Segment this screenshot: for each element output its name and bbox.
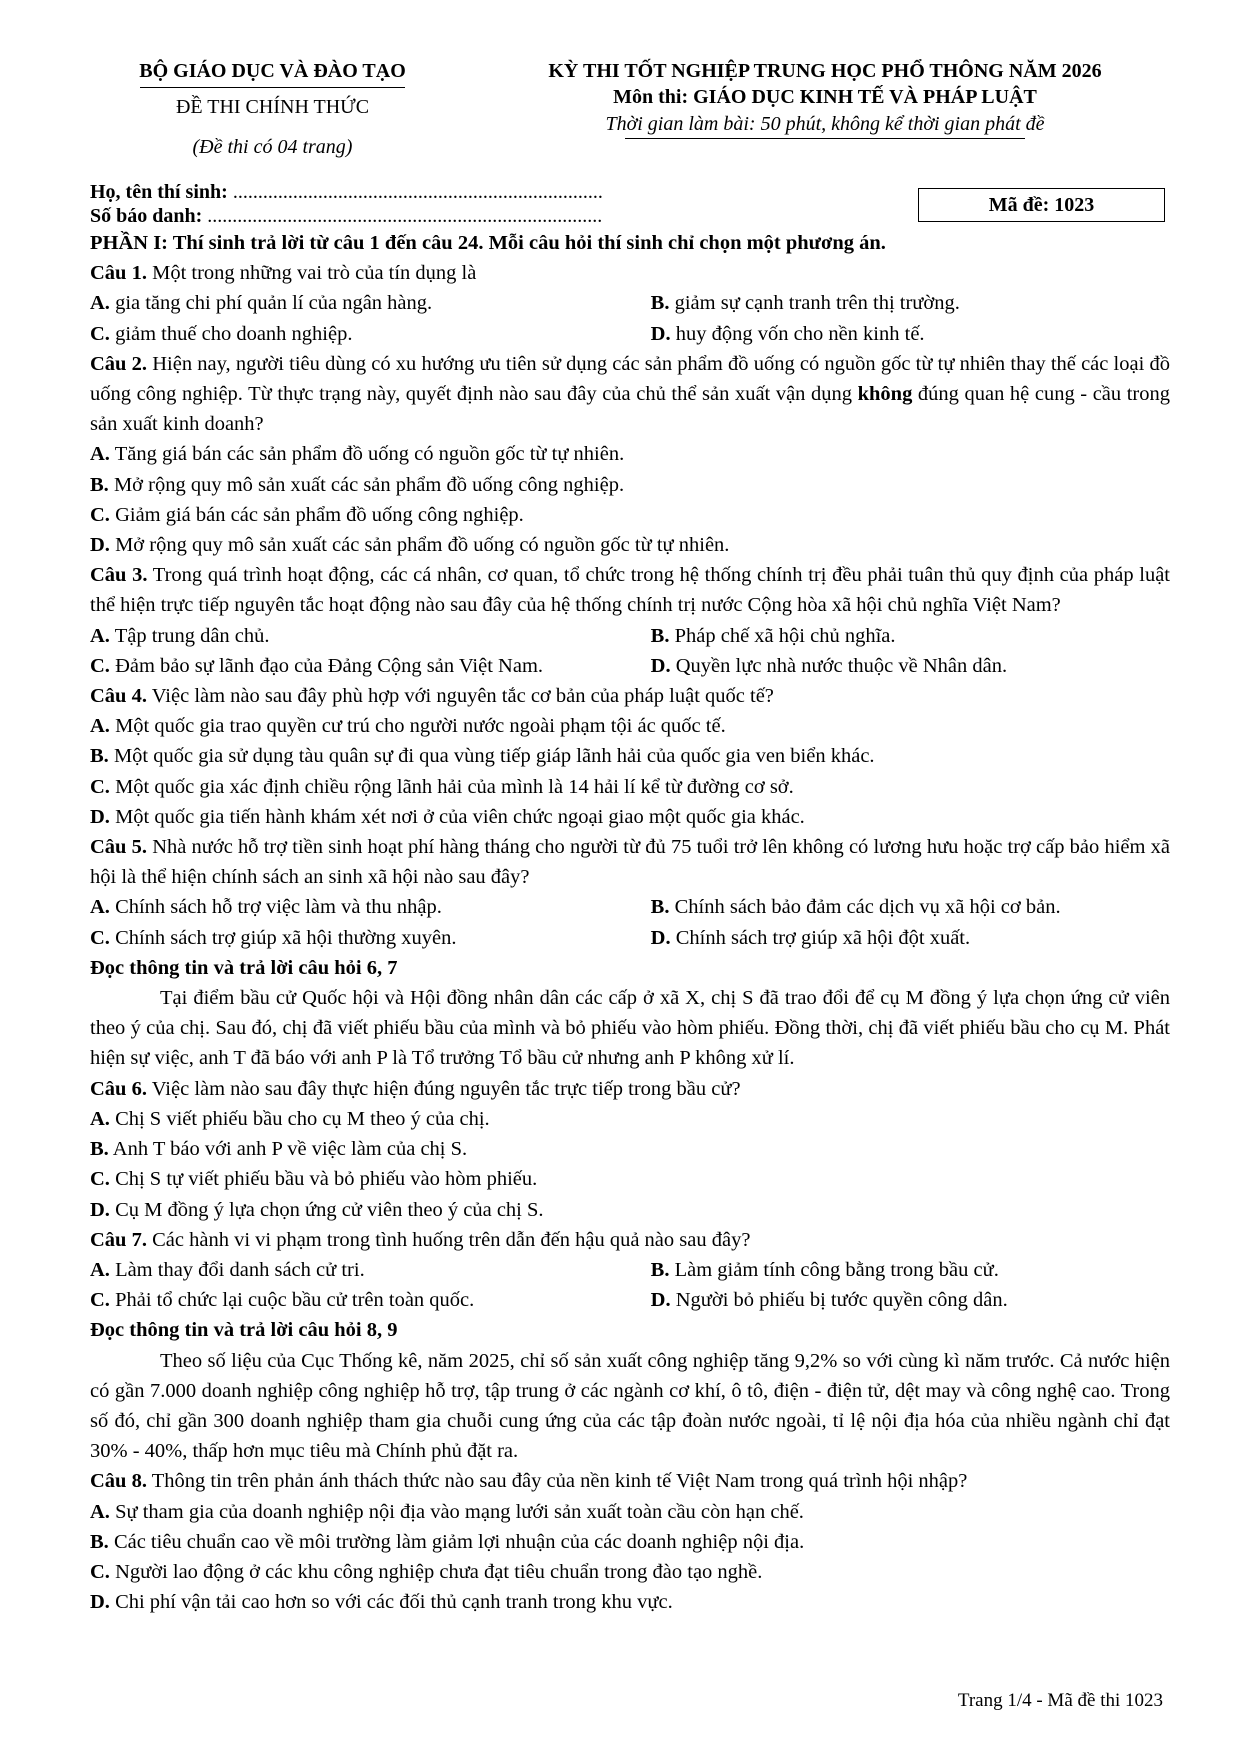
options-q7-row1 — [90, 1255, 1170, 1285]
option-c: C. Một quốc gia xác định chiều rộng lãnh hải của mình là 14 hải lí kể từ đường cơ sở. — [90, 775, 794, 798]
option-d: D. Người bỏ phiếu bị tước quyền công dân. — [650, 1289, 1008, 1312]
option-a: A. Chính sách hỗ trợ việc làm và thu nhập. — [90, 896, 442, 919]
option-a: A. Tập trung dân chủ. — [90, 624, 270, 647]
pages-note: (Đề thi có 04 trang) — [192, 136, 353, 158]
option-c: C. Chị S tự viết phiếu bầu và bỏ phiếu vào hòm phiếu. — [90, 1168, 538, 1191]
option-d: D. Mở rộng quy mô sản xuất các sản phẩm đồ uống có nguồn gốc từ tự nhiên. — [90, 534, 730, 557]
option-b: B. Pháp chế xã hội chủ nghĩa. — [650, 624, 896, 647]
option-a: A. Một quốc gia trao quyền cư trú cho người nước ngoài phạm tội ác quốc tế. — [90, 715, 726, 738]
question-8: Câu 8. Thông tin trên phản ánh thách thức nào sau đây của nền kinh tế Việt Nam trong quá trình hội nhập? — [90, 1470, 968, 1493]
ministry-name: BỘ GIÁO DỤC VÀ ĐÀO TẠO — [139, 60, 406, 82]
option-a: A. gia tăng chi phí quản lí của ngân hàng. — [90, 292, 433, 315]
part-instruction: PHẦN I: Thí sinh trả lời từ câu 1 đến câu 24. Mỗi câu hỏi thí sinh chỉ chọn một phương án. — [90, 232, 886, 254]
option-c: C. Phải tổ chức lại cuộc bầu cử trên toàn quốc. — [90, 1289, 475, 1312]
options-q7-row2 — [90, 1285, 1170, 1315]
option-d: D. Một quốc gia tiến hành khám xét nơi ở của viên chức ngoại giao một quốc gia khác. — [90, 805, 805, 828]
header-right — [480, 58, 1170, 139]
reading-passage-6-7: Tại điểm bầu cử Quốc hội và Hội đồng nhân dân các cấp ở xã X, chị S đã trao đổi để cụ M đồng ý lựa chọn ứng cử viên theo ý của chị. Sau đó, chị đã viết phiếu bầu của mình và bỏ phiếu vào hòm phiếu. Đồng thời, chị đã viết phiếu bầu cho cụ M. Phát hiện sự việc, anh T đã báo với anh P là Tổ trưởng Tổ bầu cử nhưng anh P không xử lí. — [90, 987, 1170, 1070]
option-a: A. Chị S viết phiếu bầu cho cụ M theo ý của chị. — [90, 1107, 490, 1130]
options-q1-row1 — [90, 288, 1170, 318]
time-underline — [625, 138, 1025, 139]
option-b: B. Một quốc gia sử dụng tàu quân sự đi qua vùng tiếp giáp lãnh hải của quốc gia ven biển khác. — [90, 745, 875, 768]
option-c: C. Chính sách trợ giúp xã hội thường xuyên. — [90, 926, 457, 949]
question-1: Câu 1. Một trong những vai trò của tín dụng là — [90, 262, 477, 285]
exam-code-box: Mã đề: 1023 — [918, 188, 1165, 222]
option-b: B. Chính sách bảo đảm các dịch vụ xã hội cơ bản. — [650, 896, 1061, 919]
exam-body — [90, 228, 1170, 1617]
option-a: A. Làm thay đổi danh sách cử tri. — [90, 1258, 365, 1281]
reading-passage-8-9: Theo số liệu của Cục Thống kê, năm 2025, chỉ số sản xuất công nghiệp tăng 9,2% so với cùng kì năm trước. Cả nước hiện có gần 7.000 doanh nghiệp công nghiệp hỗ trợ, tập trung ở các ngành cơ khí, ô tô, điện - điện tử, dệt may và công nghệ cao. Trong số đó, chỉ gần 300 doanh nghiệp tham gia chuỗi cung ứng của các tập đoàn nước ngoài, tỉ lệ nội địa hóa của nhiều ngành chỉ đạt 30% - 40%, thấp hơn mục tiêu mà Chính phủ đặt ra. — [90, 1349, 1170, 1463]
ministry-underline — [140, 87, 405, 88]
question-6: Câu 6. Việc làm nào sau đây thực hiện đúng nguyên tắc trực tiếp trong bầu cử? — [90, 1077, 741, 1100]
name-dots: .......................................................................... — [227, 181, 603, 203]
options-q5-row2 — [90, 923, 1170, 953]
option-b: B. Làm giảm tính công bằng trong bầu cử. — [650, 1258, 999, 1281]
option-d: D. Quyền lực nhà nước thuộc về Nhân dân. — [650, 654, 1008, 677]
option-d: D. huy động vốn cho nền kinh tế. — [650, 322, 925, 345]
option-d: D. Cụ M đồng ý lựa chọn ứng cử viên theo ý của chị S. — [90, 1198, 544, 1221]
candidate-info — [90, 180, 603, 228]
option-c: C. Giảm giá bán các sản phẩm đồ uống công nghiệp. — [90, 503, 524, 526]
reading-title-8-9: Đọc thông tin và trả lời câu hỏi 8, 9 — [90, 1319, 398, 1342]
id-dots: ............................................................................... — [202, 205, 603, 227]
official-label: ĐỀ THI CHÍNH THỨC — [175, 96, 370, 118]
reading-title-6-7: Đọc thông tin và trả lời câu hỏi 6, 7 — [90, 956, 398, 979]
exam-title: KỲ THI TỐT NGHIỆP TRUNG HỌC PHỔ THÔNG NĂM 2026 — [548, 60, 1102, 82]
name-label: Họ, tên thí sinh: — [90, 181, 228, 203]
exam-subject: Môn thi: GIÁO DỤC KINH TẾ VÀ PHÁP LUẬT — [613, 86, 1037, 108]
options-q3-row2 — [90, 651, 1170, 681]
question-3: Câu 3. Trong quá trình hoạt động, các cá nhân, cơ quan, tổ chức trong hệ thống chính trị đều phải tuân thủ quy định của pháp luật thể hiện trực tiếp nguyên tắc hoạt động nào sau đây của hệ thống chính trị nước Cộng hòa xã hội chủ nghĩa Việt Nam? — [90, 564, 1170, 617]
header-left — [95, 58, 450, 160]
option-b: B. giảm sự cạnh tranh trên thị trường. — [650, 292, 960, 315]
question-4: Câu 4. Việc làm nào sau đây phù hợp với nguyên tắc cơ bản của pháp luật quốc tế? — [90, 685, 774, 708]
exam-time: Thời gian làm bài: 50 phút, không kể thời gian phát đề — [605, 113, 1045, 135]
question-2: Câu 2. Hiện nay, người tiêu dùng có xu hướng ưu tiên sử dụng các sản phẩm đồ uống có nguồn gốc từ tự nhiên thay thế các loại đồ uống công nghiệp. Từ thực trạng này, quyết định nào sau đây của chủ thể sản xuất vận dụng không đúng quan hệ cung - cầu trong sản xuất kinh doanh? — [90, 352, 1171, 436]
option-c: C. Người lao động ở các khu công nghiệp chưa đạt tiêu chuẩn trong đào tạo nghề. — [90, 1560, 763, 1583]
option-b: B. Mở rộng quy mô sản xuất các sản phẩm đồ uống công nghiệp. — [90, 473, 625, 496]
option-b: B. Các tiêu chuẩn cao về môi trường làm giảm lợi nhuận của các doanh nghiệp nội địa. — [90, 1530, 805, 1553]
option-c: C. giảm thuế cho doanh nghiệp. — [90, 322, 353, 345]
option-d: D. Chính sách trợ giúp xã hội đột xuất. — [650, 926, 971, 949]
option-c: C. Đảm bảo sự lãnh đạo của Đảng Cộng sản Việt Nam. — [90, 654, 544, 677]
question-7: Câu 7. Các hành vi vi phạm trong tình huống trên dẫn đến hậu quả nào sau đây? — [90, 1228, 751, 1251]
option-a: A. Sự tham gia của doanh nghiệp nội địa vào mạng lưới sản xuất toàn cầu còn hạn chế. — [90, 1500, 804, 1523]
options-q1-row2 — [90, 319, 1170, 349]
question-5: Câu 5. Nhà nước hỗ trợ tiền sinh hoạt phí hàng tháng cho người từ đủ 75 tuổi trở lên không có lương hưu hoặc trợ cấp bảo hiểm xã hội là thể hiện chính sách an sinh xã hội nào sau đây? — [90, 836, 1170, 889]
options-q3-row1 — [90, 621, 1170, 651]
id-label: Số báo danh: — [90, 205, 203, 227]
option-d: D. Chi phí vận tải cao hơn so với các đối thủ cạnh tranh trong khu vực. — [90, 1591, 673, 1614]
page-footer: Trang 1/4 - Mã đề thi 1023 — [957, 1690, 1163, 1711]
options-q5-row1 — [90, 892, 1170, 922]
option-a: A. Tăng giá bán các sản phẩm đồ uống có nguồn gốc từ tự nhiên. — [90, 443, 625, 466]
option-b: B. Anh T báo với anh P về việc làm của chị S. — [90, 1138, 468, 1161]
